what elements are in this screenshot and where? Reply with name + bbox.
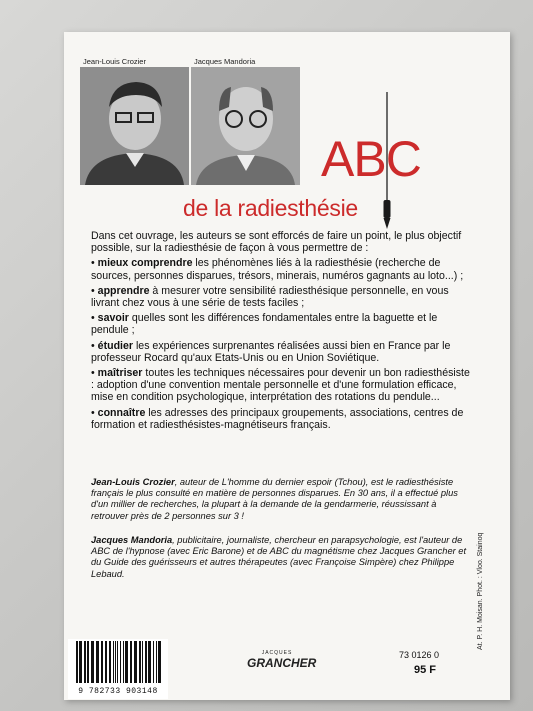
bullet-item	[91, 367, 474, 404]
bullet-item	[91, 407, 474, 431]
author-photo-left	[80, 67, 189, 185]
author-bio-crozier	[91, 477, 476, 522]
barcode-number: 9 782733 903148	[78, 687, 158, 696]
bullet-icon: •	[91, 284, 95, 297]
bullet-item	[91, 257, 474, 281]
bullet-item	[91, 340, 474, 364]
bullet-keyword: mieux comprendre	[97, 257, 193, 270]
bio-text: , publicitaire, journaliste, chercheur en parapsychologie, est l'auteur de ABC de l'hypnose (avec Eric Barone) et de ABC du magnétisme chez Jacques Grancher et du Guide des guérisseurs et autres thérapeutes (avec Françoise Simpère) chez Philippe Lebaud.	[91, 535, 467, 579]
bullet-text: à mesurer votre sensibilité radiesthésique personnelle, en vous livrant chez vous à une série de tests faciles ;	[91, 284, 449, 310]
bullet-item	[91, 285, 474, 309]
author-caption-left: Jean-Louis Crozier	[83, 57, 146, 66]
intro-paragraph: Dans cet ouvrage, les auteurs se sont efforcés de faire un point, le plus objectif possible, sur la radiesthésie de façon à vous permettre de :	[91, 230, 462, 255]
bullet-keyword: savoir	[97, 312, 129, 325]
bullet-keyword: maîtriser	[97, 367, 143, 380]
bullet-text: les expériences surprenantes réalisées aussi bien en France par le professeur Rocard qu'aux Etats-Unis ou en Union Soviétique.	[91, 339, 451, 364]
description-text	[91, 230, 474, 434]
bullet-keyword: connaître	[97, 406, 146, 419]
photo-credit: At. P. H. Moisan. Phot. : Vloo. Stainoq	[477, 532, 484, 650]
bullet-text: les adresses des principaux groupements, associations, centres de formation et radiesthésistes-magnétiseurs français.	[91, 406, 464, 431]
bullet-keyword: étudier	[97, 339, 133, 352]
book-back-cover	[64, 32, 510, 700]
publisher-logo-main: GRANCHER	[247, 656, 317, 670]
bio-author-name: Jean-Louis Crozier	[91, 477, 175, 487]
bullet-keyword: apprendre	[97, 284, 150, 297]
bio-text: , auteur de L'homme du dernier espoir (Tchou), est le radiesthésiste français le plus consulté en matière de personnes disparues. En 30 ans, il a effectué plus d'un millier de recherches, la plupart à la demande de la gendarmerie, réussissant à retrouver près de 2 personnes sur 3 !	[91, 477, 458, 521]
bullet-icon: •	[91, 406, 95, 419]
bullet-icon: •	[91, 312, 95, 325]
author-caption-right: Jacques Mandoria	[194, 57, 256, 66]
product-code: 73 0126 0	[399, 650, 440, 660]
barcode-bars	[68, 639, 168, 685]
bullet-icon: •	[91, 257, 95, 270]
price: 95 F	[414, 664, 437, 676]
author-bio-mandoria	[91, 535, 476, 580]
bullet-icon: •	[91, 339, 95, 352]
bio-author-name: Jacques Mandoria	[91, 535, 173, 545]
publisher-logo	[247, 650, 317, 680]
barcode	[68, 639, 168, 699]
title-subtitle: de la radiesthésie	[183, 195, 358, 221]
bullet-icon: •	[91, 367, 95, 380]
publisher-logo-small: JACQUES	[261, 650, 293, 656]
bullet-text: toutes les techniques nécessaires pour devenir un bon radiesthésiste : adoption d'une convention mentale personnelle et d'une formulation efficace, mise en condition psychologique, interprétation des rotations du pendule...	[91, 367, 470, 404]
bullet-item	[91, 312, 474, 336]
bullet-text: les phénomènes liés à la radiesthésie (recherche de sources, personnes disparues, trésors, minerais, numéros gagnants au loto...) ;	[91, 257, 464, 282]
bullet-text: quelles sont les différences fondamentales entre la baguette et le pendule ;	[91, 312, 438, 337]
author-photo-right	[191, 67, 300, 185]
title-abc: ABC	[321, 131, 421, 187]
